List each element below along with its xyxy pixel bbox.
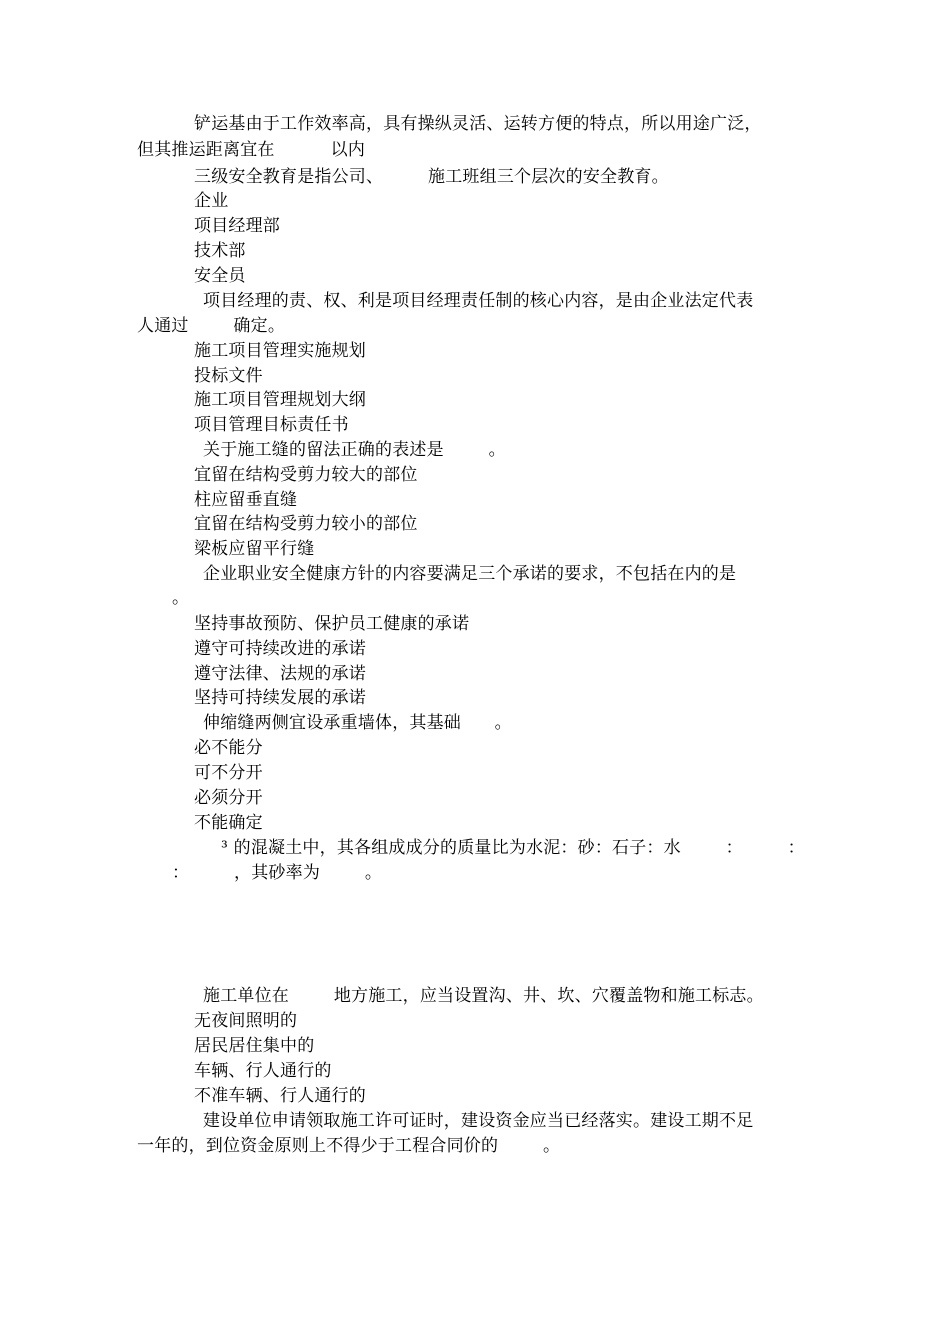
option-line: 企业: [194, 191, 229, 211]
option-line: 车辆、行人通行的: [194, 1061, 332, 1081]
question-line: 项目经理的责、权、利是项目经理责任制的核心内容，是由企业法定代表: [203, 291, 754, 311]
option-line: 项目经理部: [194, 216, 280, 236]
option-line: 项目管理目标责任书: [194, 415, 349, 435]
option-line: 坚持事故预防、保护员工健康的承诺: [194, 614, 470, 634]
text-line: 人通过 确定。: [137, 316, 286, 336]
text-line: ： ，其砂率为 。: [172, 863, 383, 883]
question-line: 伸缩缝两侧宜设承重墙体，其基础 。: [203, 713, 512, 733]
option-line: 可不分开: [194, 763, 263, 783]
option-line: 必须分开: [194, 788, 263, 808]
text-line: 。: [172, 588, 190, 608]
question-line: 关于施工缝的留法正确的表述是 。: [203, 440, 506, 460]
text-line: 三级安全教育是指公司、 施工班组三个层次的安全教育。: [194, 167, 669, 187]
option-line: 安全员: [194, 266, 246, 286]
question-line: 企业职业安全健康方针的内容要满足三个承诺的要求，不包括在内的是: [203, 564, 737, 584]
option-line: 坚持可持续发展的承诺: [194, 688, 366, 708]
option-line: 无夜间照明的: [194, 1011, 298, 1031]
option-line: 不准车辆、行人通行的: [194, 1086, 366, 1106]
question-line: 建设单位申请领取施工许可证时，建设资金应当已经落实。建设工期不足: [203, 1111, 754, 1131]
option-line: 必不能分: [194, 738, 263, 758]
option-line: 梁板应留平行缝: [194, 539, 315, 559]
option-line: 宜留在结构受剪力较大的部位: [194, 465, 418, 485]
option-line: 投标文件: [194, 366, 263, 386]
option-line: 居民居住集中的: [194, 1036, 315, 1056]
text-line: 但其推运距离宜在 以内: [137, 140, 366, 160]
option-line: 施工项目管理规划大纲: [194, 390, 366, 410]
option-line: 施工项目管理实施规划: [194, 341, 366, 361]
option-line: 不能确定: [194, 813, 263, 833]
option-line: 遵守法律、法规的承诺: [194, 664, 366, 684]
option-line: 遵守可持续改进的承诺: [194, 639, 366, 659]
text-line: 一年的，到位资金原则上不得少于工程合同价的 。: [137, 1136, 561, 1156]
question-line: ³ 的混凝土中，其各组成成分的质量比为水泥：砂：石子：水 ： ：: [221, 838, 805, 858]
option-line: 柱应留垂直缝: [194, 490, 298, 510]
option-line: 宜留在结构受剪力较小的部位: [194, 514, 418, 534]
question-line: 施工单位在 地方施工，应当设置沟、井、坎、穴覆盖物和施工标志。: [203, 986, 764, 1006]
text-line: 铲运基由于工作效率高，具有操纵灵活、运转方便的特点，所以用途广泛，: [194, 114, 762, 134]
option-line: 技术部: [194, 241, 246, 261]
